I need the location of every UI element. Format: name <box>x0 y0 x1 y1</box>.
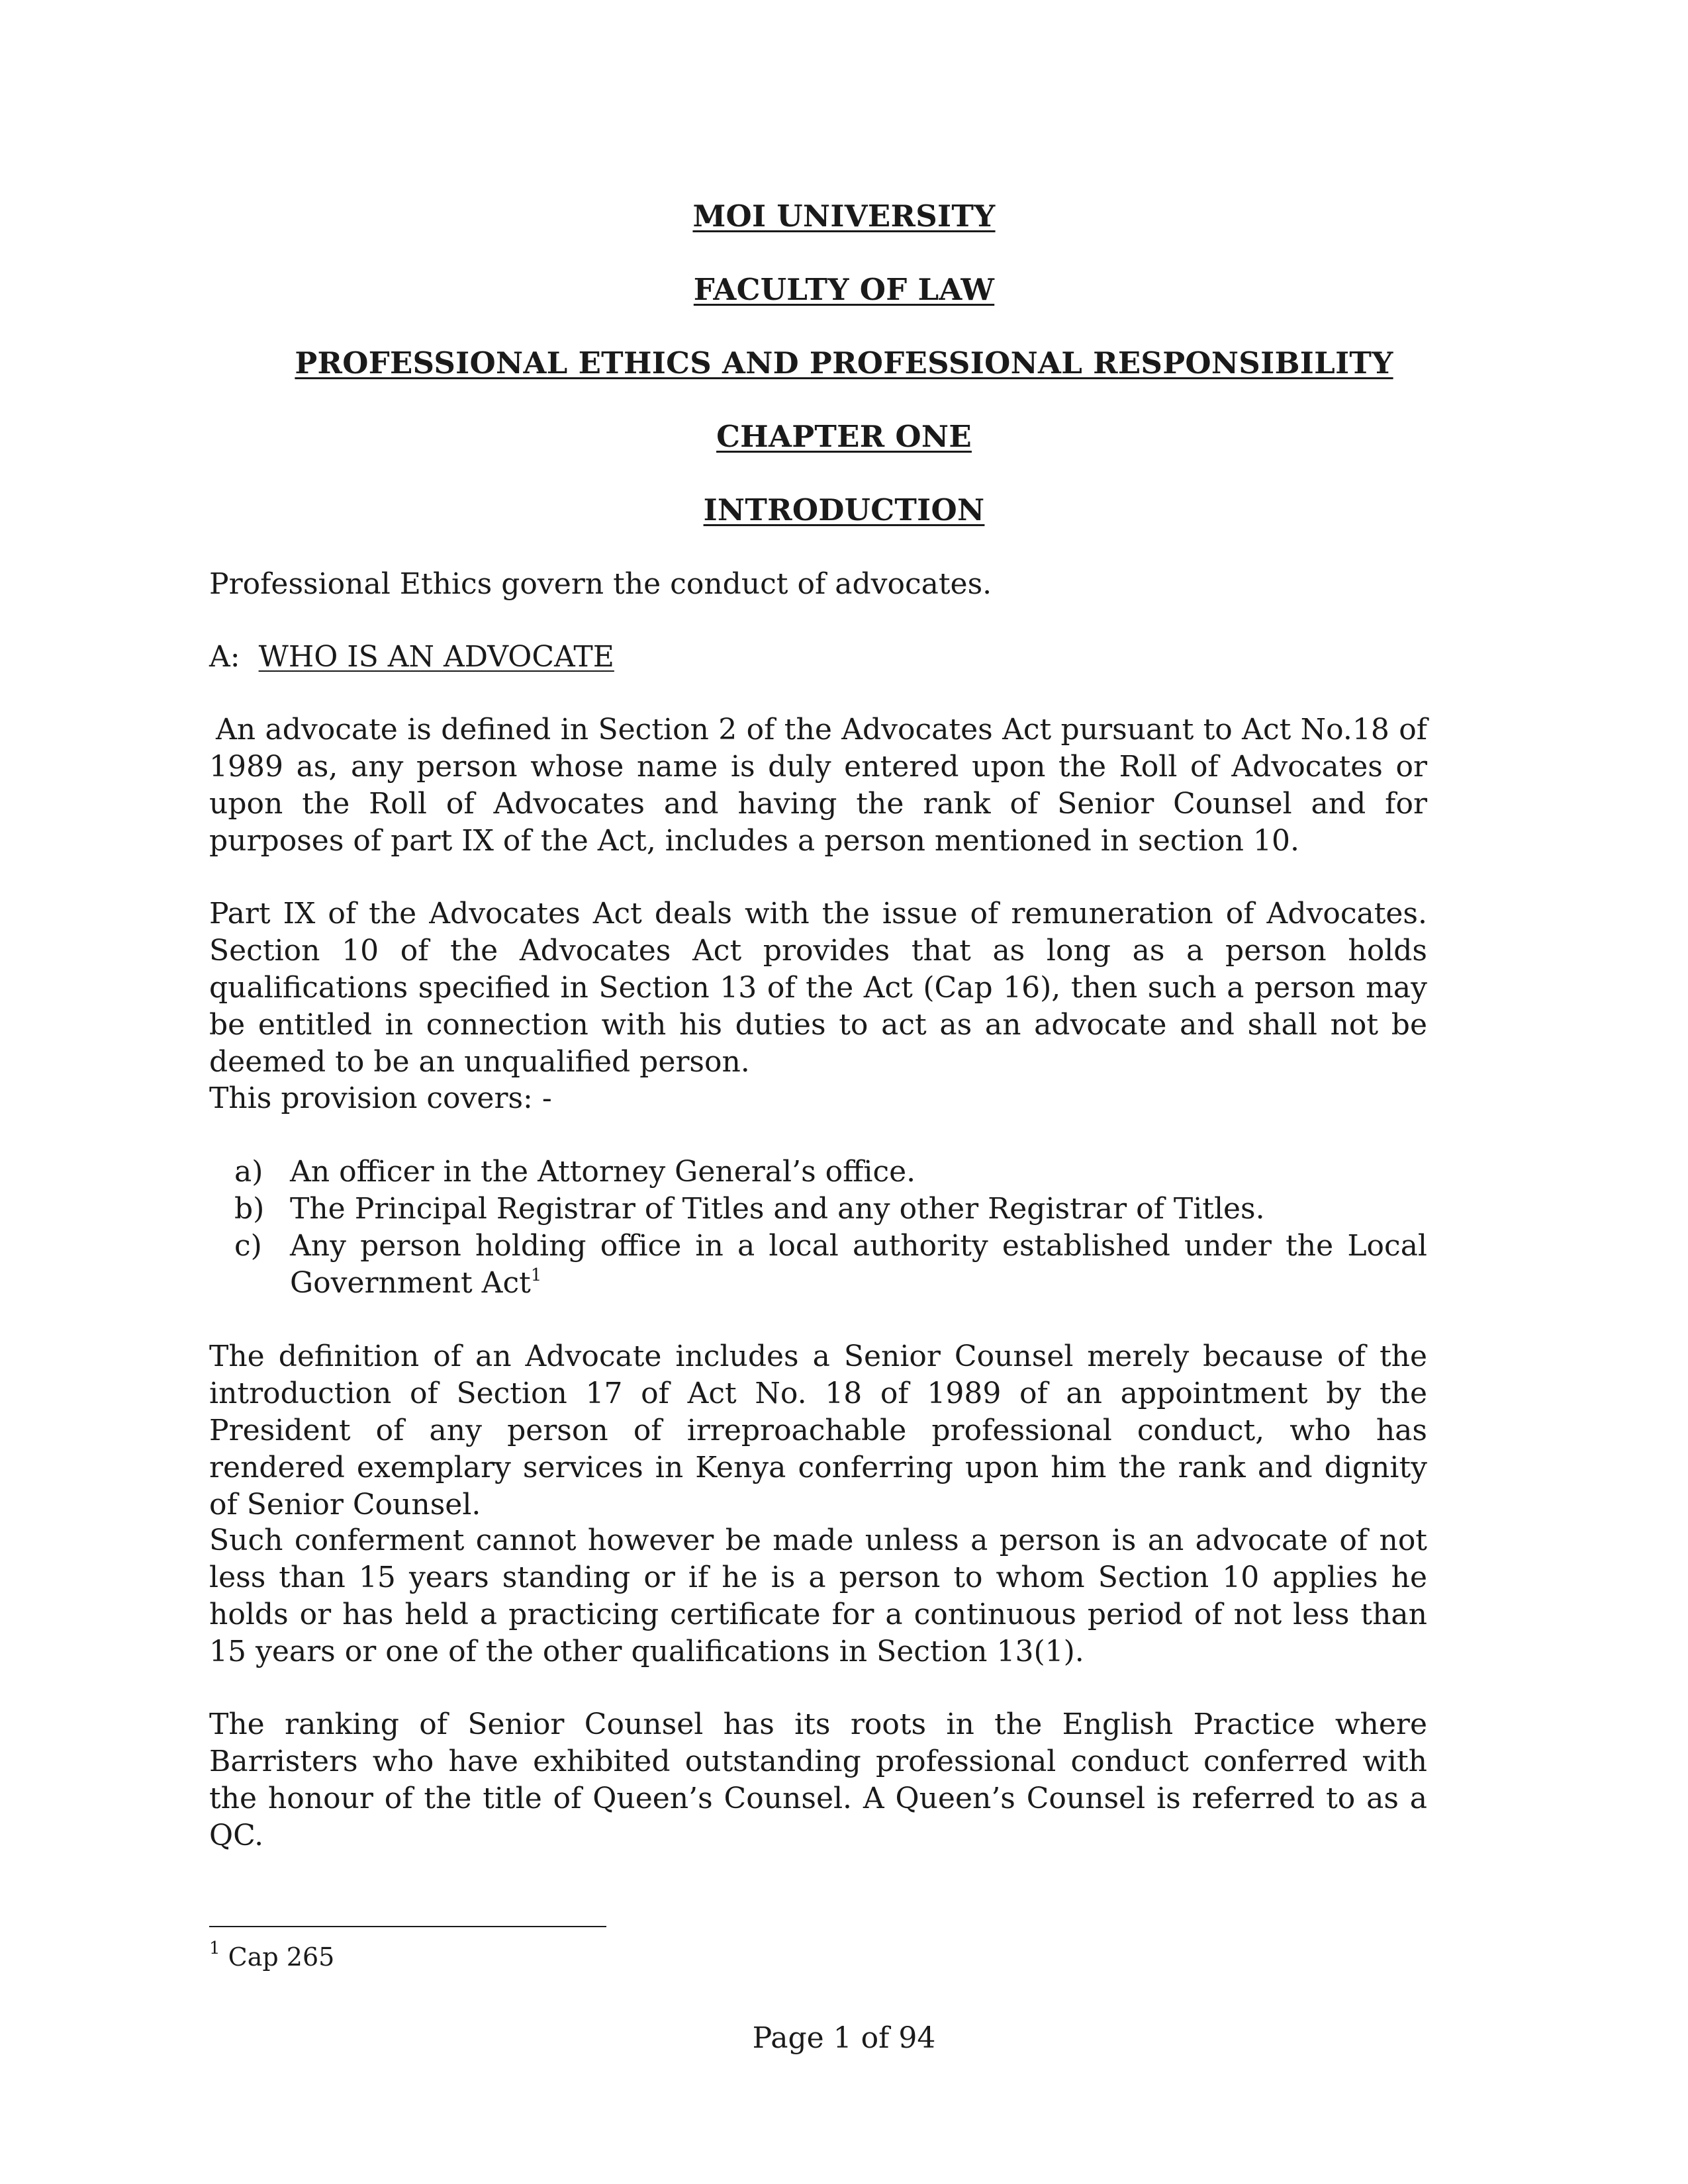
faculty-heading: FACULTY OF LAW <box>693 272 995 307</box>
intro-paragraph: Professional Ethics govern the conduct of advocates. <box>209 567 992 601</box>
list-item <box>234 1228 1427 1302</box>
paragraph-provision-covers: This provision covers: - <box>209 1081 552 1115</box>
paragraph-part-ix: Part IX of the Advocates Act deals with the issue of remuneration of Advocates. Section 10 of the Advocates Act provides that as long as a person holds qualifications specified in Section 13 of the Act (Cap 16), then such a person may be entitled in connection with his duties to act as an advocate and shall not be deemed to be an unqualified person. <box>209 897 1427 1079</box>
list-marker: a) <box>234 1155 263 1189</box>
provision-list <box>234 1154 1427 1302</box>
footnote <box>209 1940 334 1974</box>
list-item <box>234 1191 1427 1228</box>
footnote-number: 1 <box>209 1938 220 1958</box>
footnote-divider <box>209 1926 606 1927</box>
subsection-title: WHO IS AN ADVOCATE <box>258 640 614 674</box>
page-number: Page 1 of 94 <box>752 2021 936 2055</box>
list-item-text: An officer in the Attorney General’s office. <box>290 1155 916 1189</box>
university-heading: MOI UNIVERSITY <box>692 199 996 234</box>
paragraph-conferment: Such conferment cannot however be made unless a person is an advocate of not less than 15 years standing or if he is a person to whom Section 10 applies he holds or has held a practicing certificate for a continuous period of not less than 15 years or one of the other qualifications in Section 13(1). <box>209 1524 1427 1668</box>
list-marker: b) <box>234 1192 265 1226</box>
footnote-reference[interactable]: 1 <box>530 1265 542 1285</box>
course-heading: PROFESSIONAL ETHICS AND PROFESSIONAL RESPONSIBILITY <box>295 345 1393 381</box>
list-item <box>234 1154 1427 1191</box>
list-marker: c) <box>234 1229 262 1263</box>
paragraph-senior-counsel: The definition of an Advocate includes a Senior Counsel merely because of the introduction of Section 17 of Act No. 18 of 1989 of an appointment by the President of any person of irreproachable professional conduct, who has rendered exemplary services in Kenya conferring upon him the rank and dignity of Senior Counsel. <box>209 1340 1427 1522</box>
list-item-text: The Principal Registrar of Titles and any other Registrar of Titles. <box>290 1192 1265 1226</box>
subsection-heading <box>209 639 614 676</box>
list-item-text: Any person holding office in a local authority established under the Local Government Act <box>290 1229 1427 1300</box>
subsection-letter: A: <box>209 640 240 674</box>
footnote-text: Cap 265 <box>228 1942 335 1972</box>
paragraph-queens-counsel: The ranking of Senior Counsel has its roots in the English Practice where Barristers who have exhibited outstanding professional conduct conferred with the honour of the title of Queen’s Counsel. A Queen’s Counsel is referred to as a QC. <box>209 1707 1427 1852</box>
chapter-heading: CHAPTER ONE <box>716 419 972 454</box>
paragraph-advocate-definition: An advocate is defined in Section 2 of the Advocates Act pursuant to Act No.18 of 1989 as, any person whose name is duly entered upon the Roll of Advocates or upon the Roll of Advocates and having the rank of Senior Counsel and for purposes of part IX of the Act, includes a person mentioned in section 10. <box>209 713 1427 858</box>
section-heading: INTRODUCTION <box>703 492 985 527</box>
